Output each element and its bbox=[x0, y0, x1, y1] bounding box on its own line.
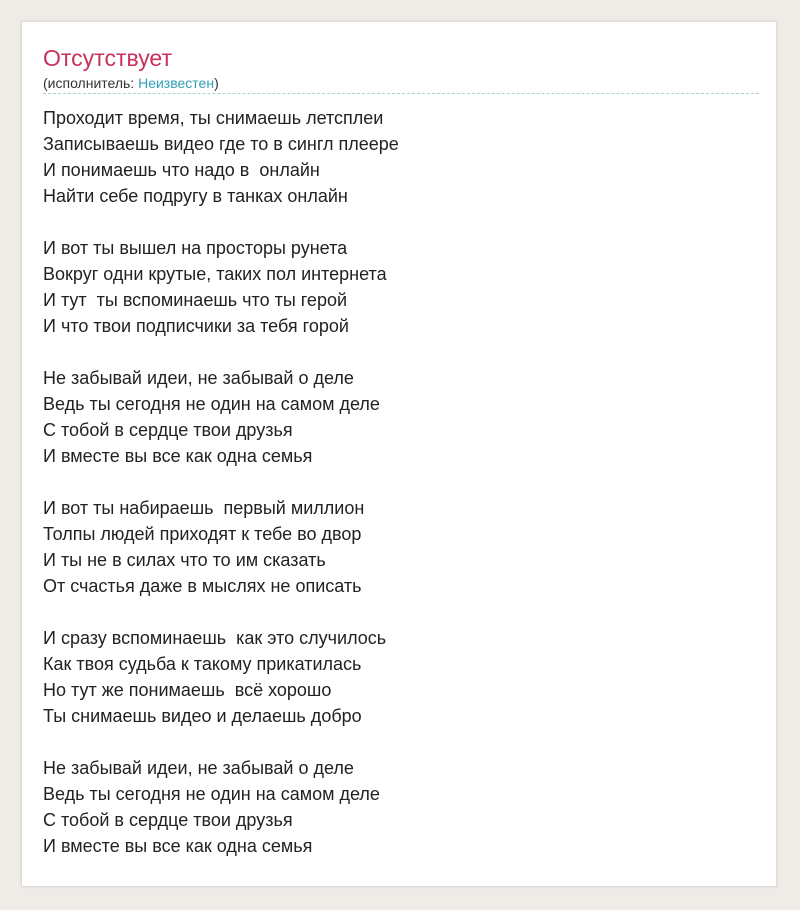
lyric-line: Не забывай идеи, не забывай о деле bbox=[43, 758, 354, 778]
stanza-2 bbox=[43, 235, 759, 339]
lyric-line: С тобой в сердце твои друзья bbox=[43, 810, 293, 830]
artist-link[interactable]: Неизвестен bbox=[138, 75, 215, 91]
lyric-line: И понимаешь что надо в онлайн bbox=[43, 160, 320, 180]
lyric-line: И вместе вы все как одна семья bbox=[43, 446, 313, 466]
artist-prefix: (исполнитель: bbox=[43, 75, 139, 91]
song-title: Отсутствует bbox=[43, 45, 172, 71]
lyric-line: И что твои подписчики за тебя горой bbox=[43, 316, 349, 336]
stanza-3 bbox=[43, 365, 759, 469]
artist-line bbox=[43, 74, 219, 92]
lyric-line: Как твоя судьба к такому прикатилась bbox=[43, 654, 362, 674]
lyric-line: Найти себе подругу в танках онлайн bbox=[43, 186, 348, 206]
lyric-line: Записываешь видео где то в сингл плеере bbox=[43, 134, 399, 154]
lyric-line: С тобой в сердце твои друзья bbox=[43, 420, 293, 440]
lyric-line: И вместе вы все как одна семья bbox=[43, 836, 313, 856]
lyric-line: И сразу вспоминаешь как это случилось bbox=[43, 628, 387, 648]
lyrics-card bbox=[21, 21, 777, 887]
lyrics-body bbox=[43, 105, 759, 885]
lyric-line: Проходит время, ты снимаешь летсплеи bbox=[43, 108, 384, 128]
lyric-line: И тут ты вспоминаешь что ты герой bbox=[43, 290, 348, 310]
stanza-4 bbox=[43, 495, 759, 599]
lyric-line: И вот ты вышел на просторы рунета bbox=[43, 238, 348, 258]
lyric-line: Ты снимаешь видео и делаешь добро bbox=[43, 706, 362, 726]
stanza-5 bbox=[43, 625, 759, 729]
lyric-line: От счастья даже в мыслях не описать bbox=[43, 576, 362, 596]
header-divider bbox=[43, 93, 759, 94]
lyric-line: И ты не в силах что то им сказать bbox=[43, 550, 326, 570]
lyric-line: Ведь ты сегодня не один на самом деле bbox=[43, 394, 380, 414]
lyric-line: Толпы людей приходят к тебе во двор bbox=[43, 524, 362, 544]
lyric-line: Ведь ты сегодня не один на самом деле bbox=[43, 784, 380, 804]
stanza-6 bbox=[43, 755, 759, 859]
artist-suffix: ) bbox=[214, 75, 219, 91]
stanza-1 bbox=[43, 105, 759, 209]
lyric-line: Вокруг одни крутые, таких пол интернета bbox=[43, 264, 387, 284]
lyric-line: И вот ты набираешь первый миллион bbox=[43, 498, 365, 518]
lyric-line: Не забывай идеи, не забывай о деле bbox=[43, 368, 354, 388]
lyric-line: Но тут же понимаешь всё хорошо bbox=[43, 680, 332, 700]
